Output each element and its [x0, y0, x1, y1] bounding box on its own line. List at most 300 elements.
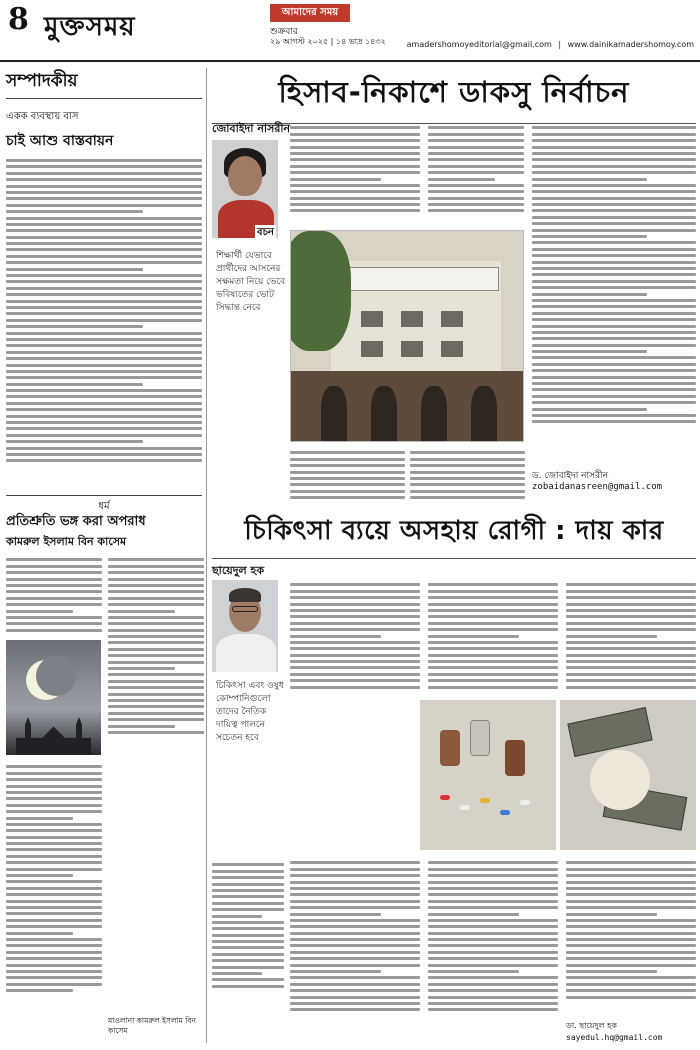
- text-line: [566, 951, 696, 954]
- page-number: 8: [8, 2, 29, 37]
- text-line: [6, 874, 73, 877]
- text-line: [6, 338, 202, 341]
- text-line: [428, 913, 519, 916]
- text-line: [290, 628, 420, 631]
- text-line: [212, 921, 284, 924]
- text-line: [6, 880, 102, 883]
- text-line: [290, 596, 420, 599]
- text-line: [428, 874, 558, 877]
- text-line: [6, 944, 102, 947]
- text-line: [108, 578, 204, 581]
- text-line: [108, 597, 204, 600]
- text-line: [566, 913, 657, 916]
- text-line: [6, 558, 102, 561]
- contact-info: [407, 40, 694, 49]
- text-line: [212, 972, 262, 975]
- text-line: [428, 203, 524, 206]
- text-line: [6, 268, 143, 271]
- text-line: [6, 610, 73, 613]
- text-line: [566, 861, 696, 864]
- text-line: [428, 989, 558, 992]
- text-line: [212, 927, 284, 930]
- masthead-logo: আমাদের সময়: [270, 4, 350, 22]
- text-line: [566, 944, 696, 947]
- text-line: [6, 383, 143, 386]
- text-line: [290, 165, 420, 168]
- text-line: [108, 558, 204, 561]
- text-line: [290, 139, 420, 142]
- text-line: [428, 938, 558, 941]
- text-line: [428, 900, 558, 903]
- text-line: [6, 887, 102, 890]
- text-line: [6, 236, 202, 239]
- text-line: [6, 765, 102, 768]
- text-line: [566, 635, 657, 638]
- text-line: [428, 165, 524, 168]
- text-line: [532, 165, 696, 168]
- text-line: [6, 861, 102, 864]
- article1-pull-quote: শিক্ষার্থী যেভাবে প্রার্থীদের আসনের সক্ষমতা নিয়ে ভেবে ভবিষ্যতের ভোট সিদ্ধান্ত নেবে: [216, 251, 286, 313]
- text-line: [428, 686, 558, 689]
- text-line: [428, 622, 558, 625]
- text-line: [428, 868, 558, 871]
- separator: |: [558, 40, 562, 49]
- text-line: [290, 490, 405, 493]
- text-line: [532, 305, 696, 308]
- text-line: [290, 622, 420, 625]
- text-line: [532, 401, 696, 404]
- article2-body-col-6: [566, 858, 696, 1002]
- medicine-photo: [420, 700, 556, 850]
- text-line: [6, 370, 202, 373]
- text-line: [532, 363, 696, 366]
- text-line: [428, 596, 558, 599]
- text-line: [532, 273, 696, 276]
- article1-headline: হিসাব-নিকাশে ডাকসু নির্বাচন: [212, 70, 696, 124]
- text-line: [290, 874, 420, 877]
- text-line: [428, 158, 524, 161]
- religion-body-col-3: [6, 762, 102, 995]
- text-line: [410, 477, 525, 480]
- text-line: [532, 299, 696, 302]
- text-line: [566, 622, 696, 625]
- text-line: [212, 915, 262, 918]
- religion-author: কামরুল ইসলাম বিন কাসেম: [6, 535, 127, 548]
- text-line: [566, 919, 696, 922]
- column-divider: [206, 68, 207, 1043]
- text-line: [6, 804, 102, 807]
- article1-body-col-3: [532, 123, 696, 427]
- text-line: [532, 133, 696, 136]
- text-line: [6, 300, 202, 303]
- article2-body-col-5: [428, 858, 558, 1015]
- text-line: [290, 203, 420, 206]
- text-line: [6, 797, 102, 800]
- text-line: [566, 938, 696, 941]
- text-line: [108, 712, 204, 715]
- religion-label: ধর্ম: [6, 495, 202, 516]
- text-line: [532, 382, 696, 385]
- text-line: [212, 876, 284, 879]
- text-line: [6, 312, 202, 315]
- text-line: [6, 590, 102, 593]
- article2-body-col-4: [290, 858, 420, 1015]
- text-line: [532, 222, 696, 225]
- text-line: [290, 451, 405, 454]
- text-line: [428, 976, 558, 979]
- website-link[interactable]: www.dainikamadershomoy.com: [567, 40, 694, 49]
- editorial-label: সম্পাদকীয়: [6, 68, 202, 99]
- text-line: [290, 615, 420, 618]
- text-line: [290, 635, 381, 638]
- text-line: [6, 603, 102, 606]
- text-line: [6, 210, 143, 213]
- text-line: [6, 408, 202, 411]
- text-line: [290, 178, 381, 181]
- text-line: [290, 906, 420, 909]
- text-line: [532, 331, 696, 334]
- text-line: [212, 985, 284, 988]
- publication-day: শুক্রবার: [270, 27, 298, 37]
- text-line: [108, 616, 204, 619]
- article1-byline: ড. জোবাইদা নাসরীন: [532, 471, 608, 481]
- text-line: [6, 912, 102, 915]
- text-line: [6, 893, 102, 896]
- text-line: [566, 628, 696, 631]
- text-line: [108, 635, 204, 638]
- text-line: [6, 191, 202, 194]
- text-line: [532, 337, 696, 340]
- text-line: [566, 679, 696, 682]
- text-line: [290, 590, 420, 593]
- text-line: [108, 603, 204, 606]
- text-line: [566, 983, 696, 986]
- text-line: [290, 925, 420, 928]
- text-line: [290, 919, 420, 922]
- text-line: [290, 152, 420, 155]
- text-line: [6, 351, 202, 354]
- text-line: [212, 863, 284, 866]
- text-line: [108, 667, 175, 670]
- text-line: [290, 938, 420, 941]
- text-line: [532, 414, 696, 417]
- editorial-column: [6, 68, 202, 466]
- text-line: [532, 139, 696, 142]
- text-line: [290, 458, 405, 461]
- text-line: [6, 165, 202, 168]
- text-line: [428, 133, 524, 136]
- article2-body-col-1: [290, 580, 420, 692]
- text-line: [532, 197, 696, 200]
- text-line: [6, 983, 102, 986]
- dusu-building-photo: [290, 230, 524, 442]
- text-line: [566, 666, 696, 669]
- text-line: [428, 190, 524, 193]
- text-line: [108, 693, 204, 696]
- text-line: [428, 603, 558, 606]
- text-line: [532, 190, 696, 193]
- text-line: [6, 616, 102, 619]
- text-line: [290, 868, 420, 871]
- text-line: [6, 842, 102, 845]
- text-line: [6, 964, 102, 967]
- text-line: [290, 944, 420, 947]
- text-line: [428, 964, 558, 967]
- text-line: [108, 629, 204, 632]
- text-line: [428, 925, 558, 928]
- text-line: [290, 464, 405, 467]
- text-line: [6, 440, 143, 443]
- text-line: [428, 139, 524, 142]
- text-line: [6, 989, 73, 992]
- page-header: [0, 0, 700, 62]
- editorial-email[interactable]: amadershomoyeditorial@gmail.com: [406, 40, 552, 49]
- text-line: [6, 919, 102, 922]
- religion-title: প্রতিশ্রুতি ভঙ্গ করা অপরাধ: [6, 514, 146, 529]
- article1-body-col-2: [428, 123, 524, 216]
- text-line: [6, 868, 102, 871]
- text-line: [566, 957, 696, 960]
- text-line: [410, 483, 525, 486]
- article1-photo-caption: বচন: [255, 225, 276, 242]
- text-line: [428, 126, 524, 129]
- text-line: [290, 970, 381, 973]
- text-line: [212, 966, 284, 969]
- religion-body-col-2: [108, 555, 204, 737]
- text-line: [6, 344, 202, 347]
- text-line: [290, 881, 420, 884]
- text-line: [532, 369, 696, 372]
- text-line: [532, 356, 696, 359]
- text-line: [6, 306, 202, 309]
- text-line: [6, 280, 202, 283]
- text-line: [6, 159, 202, 162]
- text-line: [532, 395, 696, 398]
- text-line: [532, 209, 696, 212]
- text-line: [532, 293, 647, 296]
- religion-footer: মাওলানা কামরুল ইসলাম বিন কাসেম: [108, 1016, 196, 1035]
- text-line: [6, 976, 102, 979]
- text-line: [428, 660, 558, 663]
- text-line: [212, 883, 284, 886]
- article2-headline: চিকিৎসা ব্যয়ে অসহায় রোগী : দায় কার: [212, 510, 696, 559]
- text-line: [108, 673, 204, 676]
- text-line: [290, 660, 420, 663]
- text-line: [6, 932, 73, 935]
- text-line: [6, 459, 202, 462]
- text-line: [6, 629, 102, 632]
- text-line: [410, 464, 525, 467]
- text-line: [6, 357, 202, 360]
- text-line: [290, 209, 420, 212]
- text-line: [6, 817, 73, 820]
- text-line: [566, 603, 696, 606]
- text-line: [428, 654, 558, 657]
- text-line: [290, 197, 420, 200]
- text-line: [532, 280, 696, 283]
- text-line: [290, 641, 420, 644]
- text-line: [6, 376, 202, 379]
- text-line: [6, 970, 102, 973]
- text-line: [428, 178, 495, 181]
- text-line: [428, 887, 558, 890]
- text-line: [532, 344, 696, 347]
- text-line: [532, 171, 696, 174]
- text-line: [212, 870, 284, 873]
- text-line: [290, 603, 420, 606]
- text-line: [6, 427, 202, 430]
- text-line: [532, 146, 696, 149]
- text-line: [6, 217, 202, 220]
- text-line: [428, 628, 558, 631]
- text-line: [6, 395, 202, 398]
- text-line: [6, 248, 202, 251]
- text-line: [532, 376, 696, 379]
- text-line: [6, 421, 202, 424]
- text-line: [428, 996, 558, 999]
- text-line: [290, 996, 420, 999]
- article1-author-photo: [212, 140, 278, 238]
- text-line: [6, 293, 202, 296]
- text-line: [566, 964, 696, 967]
- editorial-title: চাই আশু বাস্তবায়ন: [6, 133, 114, 149]
- text-line: [108, 584, 204, 587]
- text-line: [532, 126, 696, 129]
- text-line: [428, 152, 524, 155]
- text-line: [212, 895, 284, 898]
- article1-body-col-4: [290, 448, 405, 503]
- text-line: [566, 893, 696, 896]
- text-line: [290, 654, 420, 657]
- text-line: [428, 590, 558, 593]
- text-line: [290, 673, 420, 676]
- text-line: [6, 223, 202, 226]
- text-line: [428, 609, 558, 612]
- text-line: [532, 235, 647, 238]
- text-line: [108, 654, 204, 657]
- text-line: [290, 679, 420, 682]
- text-line: [212, 934, 284, 937]
- text-line: [6, 597, 102, 600]
- text-line: [428, 893, 558, 896]
- text-line: [108, 705, 204, 708]
- text-line: [428, 919, 558, 922]
- text-line: [212, 940, 284, 943]
- text-line: [290, 666, 420, 669]
- money-photo: [560, 700, 696, 850]
- text-line: [532, 203, 696, 206]
- text-line: [532, 261, 696, 264]
- text-line: [566, 583, 696, 586]
- text-line: [6, 951, 102, 954]
- text-line: [532, 267, 696, 270]
- text-line: [532, 241, 696, 244]
- text-line: [532, 388, 696, 391]
- text-line: [290, 609, 420, 612]
- article2-byline: ডা. ছায়েদুল হক: [566, 1021, 617, 1030]
- text-line: [6, 415, 202, 418]
- text-line: [6, 622, 102, 625]
- text-line: [290, 477, 405, 480]
- text-line: [290, 957, 420, 960]
- text-line: [428, 951, 558, 954]
- text-line: [290, 133, 420, 136]
- publication-date: ২৯ আগস্ট ২০২৫ | ১৪ ভাদ্র ১৪৩২: [270, 37, 386, 46]
- text-line: [532, 158, 696, 161]
- text-line: [6, 287, 202, 290]
- text-line: [566, 673, 696, 676]
- text-line: [290, 686, 420, 689]
- text-line: [410, 490, 525, 493]
- text-line: [428, 184, 524, 187]
- text-line: [6, 584, 102, 587]
- text-line: [6, 848, 102, 851]
- text-line: [566, 615, 696, 618]
- text-line: [212, 908, 284, 911]
- text-line: [108, 622, 204, 625]
- text-line: [290, 932, 420, 935]
- text-line: [532, 184, 696, 187]
- text-line: [108, 571, 204, 574]
- text-line: [428, 635, 519, 638]
- text-line: [532, 408, 647, 411]
- article1-body-col-5: [410, 448, 525, 503]
- article1-email[interactable]: zobaidanasreen@gmail.com: [532, 482, 663, 492]
- text-line: [532, 350, 647, 353]
- text-line: [428, 583, 558, 586]
- text-line: [6, 229, 202, 232]
- text-line: [6, 204, 202, 207]
- text-line: [6, 785, 102, 788]
- text-line: [532, 312, 696, 315]
- text-line: [290, 900, 420, 903]
- text-line: [532, 248, 696, 251]
- text-line: [108, 731, 204, 734]
- text-line: [290, 893, 420, 896]
- text-line: [566, 609, 696, 612]
- text-line: [6, 836, 102, 839]
- text-line: [532, 318, 696, 321]
- text-line: [6, 938, 102, 941]
- text-line: [6, 772, 102, 775]
- text-line: [6, 434, 202, 437]
- text-line: [108, 686, 204, 689]
- text-line: [6, 197, 202, 200]
- text-line: [410, 471, 525, 474]
- text-line: [428, 1008, 558, 1011]
- text-line: [566, 989, 696, 992]
- text-line: [428, 944, 558, 947]
- text-line: [290, 583, 420, 586]
- text-line: [290, 951, 420, 954]
- text-line: [410, 451, 525, 454]
- text-line: [290, 1008, 420, 1011]
- text-line: [108, 590, 204, 593]
- text-line: [566, 970, 657, 973]
- editorial-kicker: একক ব্যবস্থায় বাস: [6, 111, 79, 122]
- text-line: [212, 902, 284, 905]
- text-line: [6, 261, 202, 264]
- text-line: [566, 874, 696, 877]
- text-line: [532, 216, 696, 219]
- text-line: [6, 402, 202, 405]
- text-line: [6, 829, 102, 832]
- religion-body-col-1: [6, 555, 102, 635]
- text-line: [428, 171, 524, 174]
- article2-email[interactable]: sayedul.hq@gmail.com: [566, 1033, 663, 1042]
- crescent-moon-image: [6, 640, 101, 755]
- text-line: [6, 255, 202, 258]
